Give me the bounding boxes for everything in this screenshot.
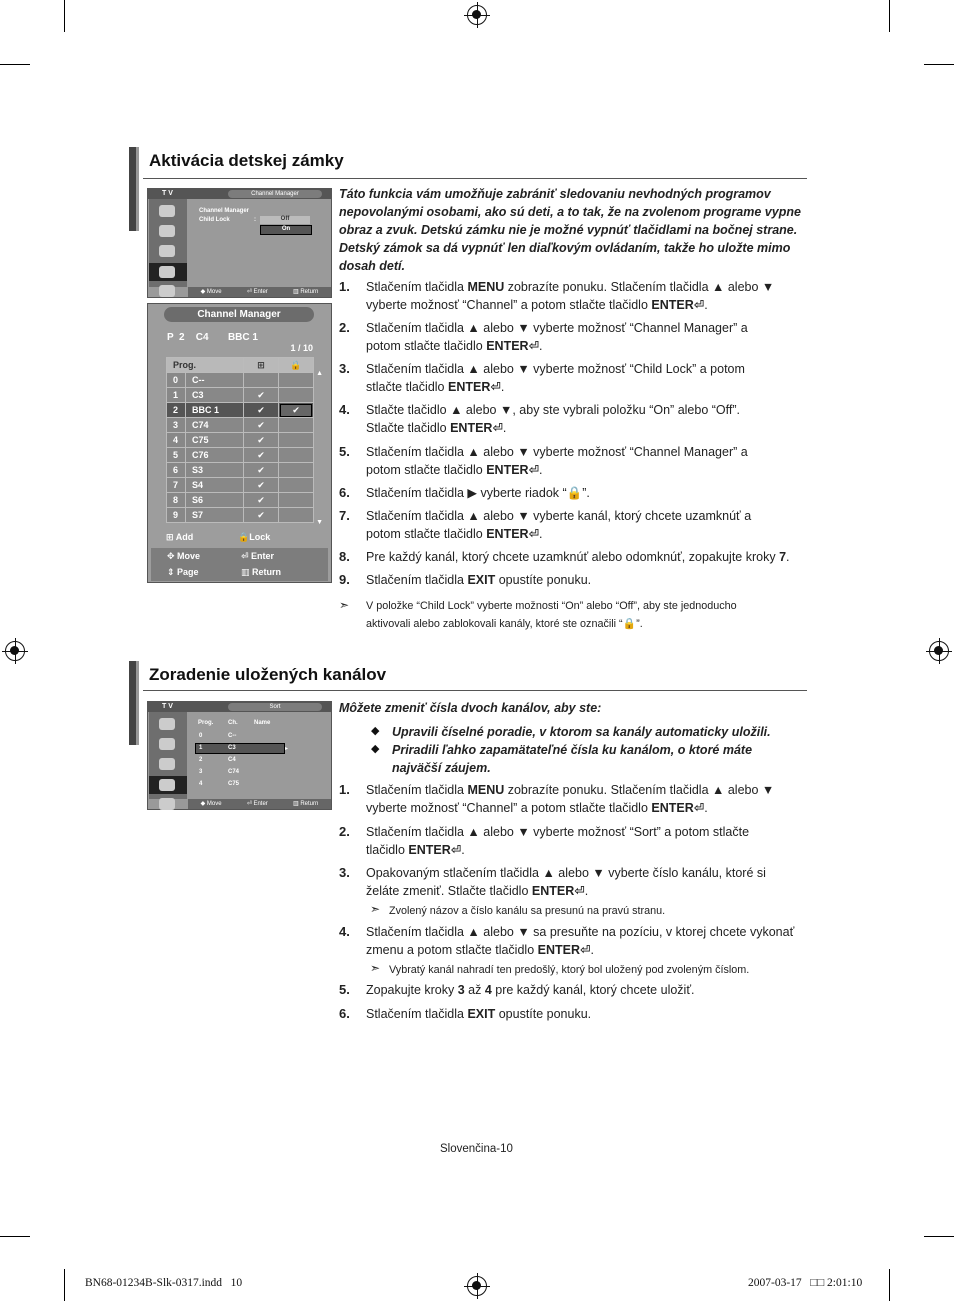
file-name: BN68-01234B-Slk-0317.indd 10 xyxy=(85,1277,243,1289)
osd-navigation-legend: ✥ Move ⏎ Enter ⇕ Page ▥ Return xyxy=(151,548,328,581)
step-text: potom stlačte tlačidlo ENTER⏎. xyxy=(366,339,543,353)
section-title-child-lock: Aktivácia detskej zámky xyxy=(149,151,344,170)
osd-tab: Channel Manager xyxy=(228,190,322,198)
input-icon xyxy=(159,285,175,297)
picture-icon xyxy=(159,718,175,730)
step-text: vyberte možnosť “Channel” a potom stlačte tlačidlo ENTER⏎. xyxy=(366,801,708,815)
crop-mark xyxy=(0,64,30,65)
osd-side-icons xyxy=(149,712,187,799)
sort-selected-row xyxy=(195,743,285,754)
note-arrow-icon: ➣ xyxy=(339,598,350,612)
step-number: 1. xyxy=(339,279,350,294)
step-number: 3. xyxy=(339,361,350,376)
return-icon: ▥ xyxy=(241,567,253,577)
sound-icon xyxy=(159,225,175,237)
osd-sort-menu: T V Sort Prog. Ch. Name 0 C-- 1 C3 ▸ 2 C4 3 C74 4 C75 ◆ Move ⏎ Enter ▥ Return xyxy=(147,701,332,810)
table-row: 5 C76 ✔ xyxy=(167,448,314,463)
picture-icon xyxy=(159,205,175,217)
section-marker xyxy=(129,147,139,231)
sort-bullet-1: Upravili číselné poradie, v ktorom sa kanály automaticky uložili. xyxy=(392,725,771,739)
step-number: 4. xyxy=(339,924,350,939)
add-icon: ⊞ xyxy=(166,532,176,542)
step-number: 7. xyxy=(339,508,350,523)
move-icon: ✥ xyxy=(167,551,178,561)
table-row-selected: 2 BBC 1 ✔ ✔ xyxy=(167,403,314,418)
osd-page-number: 1 / 10 xyxy=(290,343,313,353)
step-text: Stlačením tlačidla ▲ alebo ▼ vyberte možnosť “Channel Manager” a xyxy=(366,445,748,459)
channel-icon xyxy=(159,779,175,791)
table-row: 9 S7 ✔ xyxy=(167,508,314,523)
page-number: Slovenčina-10 xyxy=(440,1143,513,1155)
step-number: 2. xyxy=(339,824,350,839)
osd-title: Channel Manager xyxy=(164,307,314,322)
osd-item-child-lock: Child Lock xyxy=(199,217,230,223)
intro-child-lock: Táto funkcia vám umožňuje zabrániť sledovaniu nevhodných programov nepovolanými osobami, ako sú deti, a to tak, že na zvolenom programe vypne obraz a zvuk. Detskú zámku nie je možné vypnúť tlačidlami na bočnej strane. Detský zámok sa dá vypnúť len diaľkovým ovládaním, takže ho uložte mimo dosah detí. xyxy=(339,187,801,273)
step-text: potom stlačte tlačidlo ENTER⏎. xyxy=(366,527,543,541)
step-text: Stlačením tlačidla EXIT opustíte ponuku. xyxy=(366,1007,592,1021)
step-text: Stlačením tlačidla MENU zobrazíte ponuku. Stlačením tlačidla ▲ alebo ▼ xyxy=(366,783,775,797)
channel-table xyxy=(166,357,314,523)
osd-channel-manager xyxy=(147,303,332,583)
bullet-diamond-icon: ◆ xyxy=(371,725,380,737)
note-child-lock-1: V položke “Child Lock” vyberte možnosti “On” alebo “Off”, aby ste jednoducho xyxy=(366,600,737,612)
step-number: 3. xyxy=(339,865,350,880)
registration-mark-icon xyxy=(5,641,25,661)
section-marker xyxy=(129,661,139,745)
section-rule xyxy=(143,690,807,691)
step-number: 6. xyxy=(339,485,350,500)
step-text: Stlačením tlačidla ▲ alebo ▼ sa presuňte na pozíciu, v ktorej chcete vykonať xyxy=(366,925,795,939)
lock-cursor: ✔ xyxy=(280,404,312,417)
sort-bullet-2-line1: Priradili ľahko zapamätateľné čísla ku kanálom, o ktoré máte xyxy=(392,743,753,757)
enter-icon: ⏎ xyxy=(241,551,252,561)
crop-mark xyxy=(64,1269,65,1301)
step-text: tlačidlo ENTER⏎. xyxy=(366,843,465,857)
scroll-up-icon: ▲ xyxy=(316,370,323,377)
step-number: 1. xyxy=(339,782,350,797)
note-arrow-icon: ➣ xyxy=(370,961,381,975)
step-number: 6. xyxy=(339,1006,350,1021)
registration-mark-icon xyxy=(929,641,949,661)
step-number: 4. xyxy=(339,402,350,417)
input-icon xyxy=(159,798,175,810)
step-number: 5. xyxy=(339,444,350,459)
section-rule xyxy=(143,178,807,179)
osd-child-lock-menu: T V Channel Manager Channel Manager Child Lock : Off On ◆ Move ⏎ Enter ▥ Return xyxy=(147,188,332,298)
sort-bullet-2-line2: najväčší záujem. xyxy=(392,761,491,775)
channel-icon xyxy=(159,266,175,278)
crop-mark xyxy=(64,0,65,32)
lock-icon: 🔒 xyxy=(238,532,250,542)
step-text: stlačte tlačidlo ENTER⏎. xyxy=(366,380,505,394)
table-row: 4 C75 ✔ xyxy=(167,433,314,448)
note-arrow-icon: ➣ xyxy=(370,902,381,916)
note-sort-4: Vybratý kanál nahradí ten predošlý, ktorý bol uložený pod zvoleným číslom. xyxy=(389,964,750,976)
table-row: 0 C-- xyxy=(167,373,314,388)
step-text: Stlačením tlačidla ▲ alebo ▼ vyberte kanál, ktorý chcete uzamknúť a xyxy=(366,509,752,523)
table-row: 7 S4 ✔ xyxy=(167,478,314,493)
step-text: Opakovaným stlačením tlačidla ▲ alebo ▼ vyberte číslo kanálu, ktoré si xyxy=(366,866,766,880)
step-text: Stlačením tlačidla ▶ vyberte riadok “🔒”. xyxy=(366,486,590,500)
table-row: 1 C3 ✔ xyxy=(167,388,314,403)
page-icon: ⇕ xyxy=(167,567,178,577)
sound-icon xyxy=(159,738,175,750)
registration-mark-icon xyxy=(467,5,487,25)
step-text: vyberte možnosť “Channel” a potom stlačte tlačidlo ENTER⏎. xyxy=(366,298,708,312)
intro-sort: Môžete zmeniť čísla dvoch kanálov, aby ste: xyxy=(339,701,602,715)
table-row: 6 S3 ✔ xyxy=(167,463,314,478)
table-row: 3 C74 ✔ xyxy=(167,418,314,433)
print-date: 2007-03-17 □□ 2:01:10 xyxy=(748,1277,863,1289)
crop-mark xyxy=(924,1236,954,1237)
section-title-sort: Zoradenie uložených kanálov xyxy=(149,665,387,684)
osd-add-lock-legend: ⊞ Add 🔒Lock xyxy=(166,532,271,542)
osd-option-on: On xyxy=(260,225,312,235)
sort-arrow-icon: ▸ xyxy=(285,746,289,752)
table-header: Prog. ⊞ 🔒 xyxy=(167,358,314,373)
step-text: potom stlačte tlačidlo ENTER⏎. xyxy=(366,463,543,477)
osd-side-icons xyxy=(149,199,187,287)
crop-mark xyxy=(889,0,890,32)
crop-mark xyxy=(889,1269,890,1301)
step-number: 9. xyxy=(339,572,350,587)
crop-mark xyxy=(0,1236,30,1237)
step-text: Pre každý kanál, ktorý chcete uzamknúť alebo odomknúť, zopakujte kroky 7. xyxy=(366,550,790,564)
add-column-icon: ⊞ xyxy=(244,358,279,373)
table-row: 8 S6 ✔ xyxy=(167,493,314,508)
scroll-down-icon: ▼ xyxy=(316,519,323,526)
step-text: Stlačením tlačidla ▲ alebo ▼ vyberte možnosť “Channel Manager” a xyxy=(366,321,748,335)
step-text: Stlačením tlačidla ▲ alebo ▼ vyberte možnosť “Child Lock” a potom xyxy=(366,362,745,376)
bullet-diamond-icon: ◆ xyxy=(371,743,380,755)
step-text: Zopakujte kroky 3 až 4 pre každý kanál, ktorý chcete uložiť. xyxy=(366,983,695,997)
step-text: Stlačte tlačidlo ENTER⏎. xyxy=(366,421,507,435)
step-number: 8. xyxy=(339,549,350,564)
setup-icon xyxy=(159,245,175,257)
registration-mark-icon xyxy=(467,1276,487,1296)
crop-mark xyxy=(924,64,954,65)
setup-icon xyxy=(159,758,175,770)
note-sort-3: Zvolený názov a číslo kanálu sa presunú na pravú stranu. xyxy=(389,905,666,917)
lock-column-icon: 🔒 xyxy=(279,358,314,373)
note-child-lock-2: aktivovali alebo zablokovali kanály, ktoré ste označili “🔒”. xyxy=(366,618,643,630)
step-text: zmenu a potom stlačte tlačidlo ENTER⏎. xyxy=(366,943,594,957)
osd-option-off: Off xyxy=(260,216,310,224)
step-text: Stlačte tlačidlo ▲ alebo ▼, aby ste vybrali položku “On” alebo “Off”. xyxy=(366,403,740,417)
step-text: Stlačením tlačidla ▲ alebo ▼ vyberte možnosť “Sort” a potom stlačte xyxy=(366,825,750,839)
step-text: želáte zmeniť. Stlačte tlačidlo ENTER⏎. xyxy=(366,884,589,898)
step-number: 2. xyxy=(339,320,350,335)
osd-current-channel: P 2 C4 BBC 1 xyxy=(167,332,258,343)
osd-item-channel-manager: Channel Manager xyxy=(199,208,250,214)
step-text: Stlačením tlačidla MENU zobrazíte ponuku. Stlačením tlačidla ▲ alebo ▼ xyxy=(366,280,775,294)
step-number: 5. xyxy=(339,982,350,997)
osd-tab: Sort xyxy=(228,703,322,711)
step-text: Stlačením tlačidla EXIT opustíte ponuku. xyxy=(366,573,592,587)
